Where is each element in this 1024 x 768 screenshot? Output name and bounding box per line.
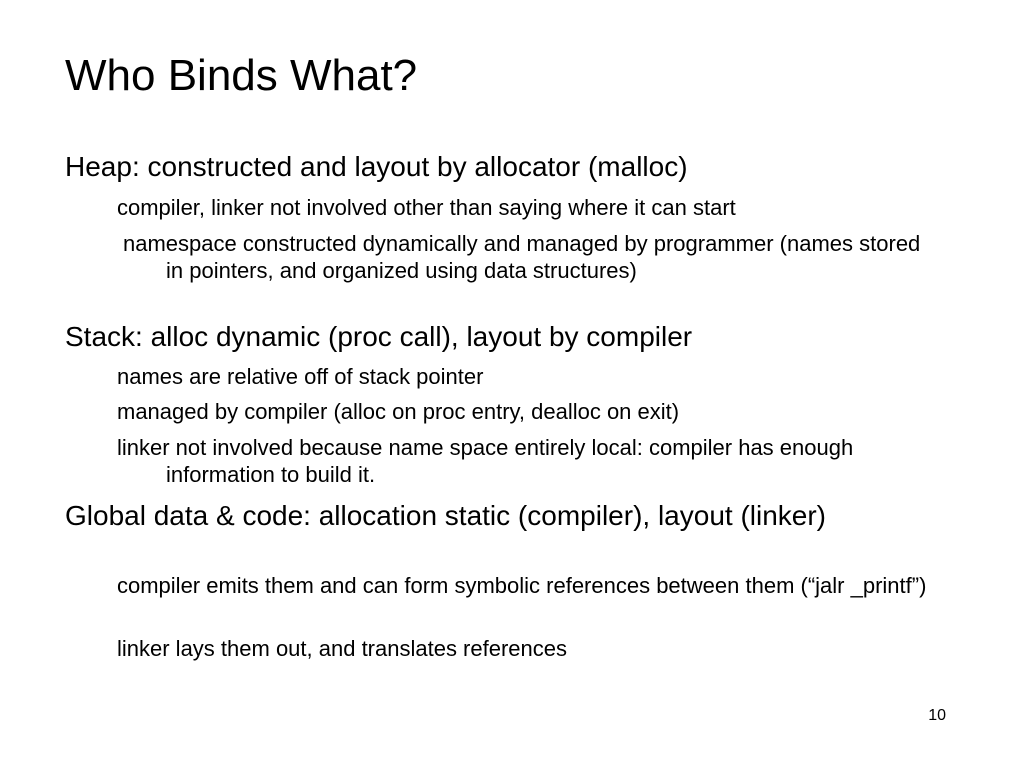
sub-bullet-global-compiler: compiler emits them and can form symbolic references between them (“jalr _printf”) — [117, 573, 927, 598]
sub-bullet-stack-managed: managed by compiler (alloc on proc entry, dealloc on exit) — [117, 399, 680, 424]
bullet-stack: Stack: alloc dynamic (proc call), layout by compiler — [65, 321, 693, 352]
sub-bullet-stack-names: names are relative off of stack pointer — [117, 364, 484, 389]
sub-bullet-global-linker: linker lays them out, and translates references — [117, 636, 568, 661]
bullet-global: Global data & code: allocation static (compiler), layout (linker) — [65, 500, 827, 531]
page-number: 10 — [928, 707, 946, 724]
sub-bullet-heap-compiler-linker: compiler, linker not involved other than saying where it can start — [117, 195, 736, 220]
sub-bullet-stack-linker: linker not involved because name space entirely local: compiler has enough information to build it. — [117, 435, 854, 487]
sub-bullet-heap-namespace: namespace constructed dynamically and managed by programmer (names stored in pointers, and organized using data structures) — [123, 231, 921, 283]
slide-title: Who Binds What? — [65, 51, 418, 100]
bullet-heap: Heap: constructed and layout by allocator (malloc) — [65, 151, 688, 182]
